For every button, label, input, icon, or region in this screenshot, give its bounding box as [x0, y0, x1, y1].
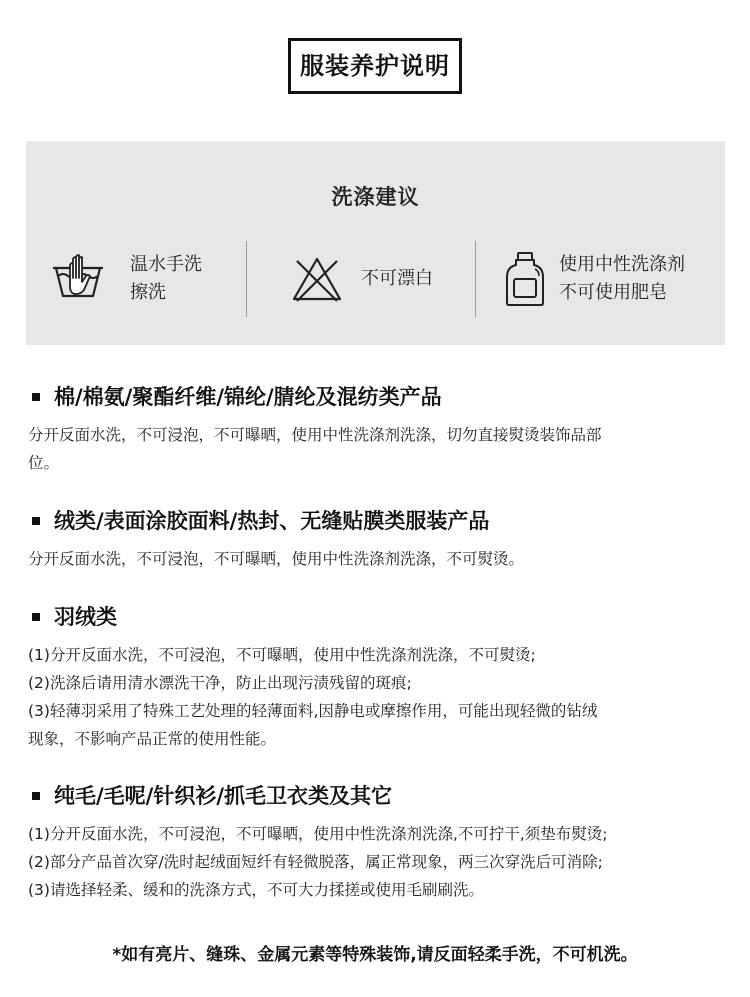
section-line: 分开反面水洗，不可浸泡，不可曝晒，使用中性洗涤剂洗涤，不可熨烫。 [28, 550, 525, 568]
footer-note: *如有亮片、缝珠、金属元素等特殊装饰,请反面轻柔手洗，不可机洗。 [112, 945, 638, 965]
detergent-label: 使用中性洗涤剂 不可使用肥皂 [559, 254, 685, 303]
care-section-velvet [28, 506, 728, 573]
hand-wash-icon [48, 249, 108, 309]
care-section-down [28, 602, 728, 753]
panel-divider [475, 241, 476, 317]
hand-wash-label: 温水手洗 擦洗 [130, 254, 202, 303]
section-title-text: 绒类/表面涂胶面料/热封、无缝贴膜类服装产品 [54, 509, 490, 533]
bullet-icon [32, 613, 40, 621]
section-title [28, 506, 728, 536]
section-title-text: 纯毛/毛呢/针织衫/抓毛卫衣类及其它 [54, 784, 393, 808]
wash-advice-heading: 洗涤建议 [331, 185, 420, 209]
wash-advice-panel [26, 141, 725, 345]
section-line: (2)部分产品首次穿/洗时起绒面短纤有轻微脱落，属正常现象，两三次穿洗后可消除; [28, 853, 603, 871]
wash-item-no-bleach [289, 241, 433, 317]
no-bleach-label: 不可漂白 [361, 268, 433, 289]
section-title [28, 781, 728, 811]
section-body [28, 545, 728, 573]
no-bleach-icon [289, 249, 345, 309]
section-body [28, 641, 728, 753]
section-line: (3)请选择轻柔、缓和的洗涤方式，不可大力揉搓或使用毛刷刷洗。 [28, 881, 484, 899]
section-line: 位。 [28, 454, 60, 472]
wash-item-hand-wash [48, 241, 202, 317]
section-body [28, 421, 728, 477]
section-title [28, 382, 728, 412]
bullet-icon [32, 517, 40, 525]
section-title-text: 羽绒类 [54, 605, 117, 629]
panel-divider [246, 241, 247, 317]
section-body [28, 820, 728, 904]
bullet-icon [32, 393, 40, 401]
section-line: 分开反面水洗，不可浸泡，不可曝晒，使用中性洗涤剂洗涤，切勿直接熨烫装饰品部 [28, 426, 602, 444]
section-line: (3)轻薄羽采用了特殊工艺处理的轻薄面料,因静电或摩擦作用，可能出现轻微的钻绒 [28, 702, 598, 720]
care-section-wool [28, 781, 728, 904]
section-line: (1)分开反面水洗，不可浸泡，不可曝晒，使用中性洗涤剂洗涤，不可熨烫; [28, 646, 536, 664]
section-line: 现象，不影响产品正常的使用性能。 [28, 730, 277, 748]
bullet-icon [32, 792, 40, 800]
care-section-cotton [28, 382, 728, 477]
section-line: (1)分开反面水洗，不可浸泡，不可曝晒，使用中性洗涤剂洗涤,不可拧干,须垫布熨烫; [28, 825, 608, 843]
detergent-bottle-icon [503, 247, 547, 311]
section-title-text: 棉/棉氨/聚酯纤维/锦纶/腈纶及混纺类产品 [54, 385, 442, 409]
page-title: 服装养护说明 [288, 38, 462, 94]
title-container [0, 38, 750, 94]
section-line: (2)洗涤后请用清水漂洗干净，防止出现污渍残留的斑痕; [28, 674, 412, 692]
section-title [28, 602, 728, 632]
wash-item-detergent [503, 241, 685, 317]
